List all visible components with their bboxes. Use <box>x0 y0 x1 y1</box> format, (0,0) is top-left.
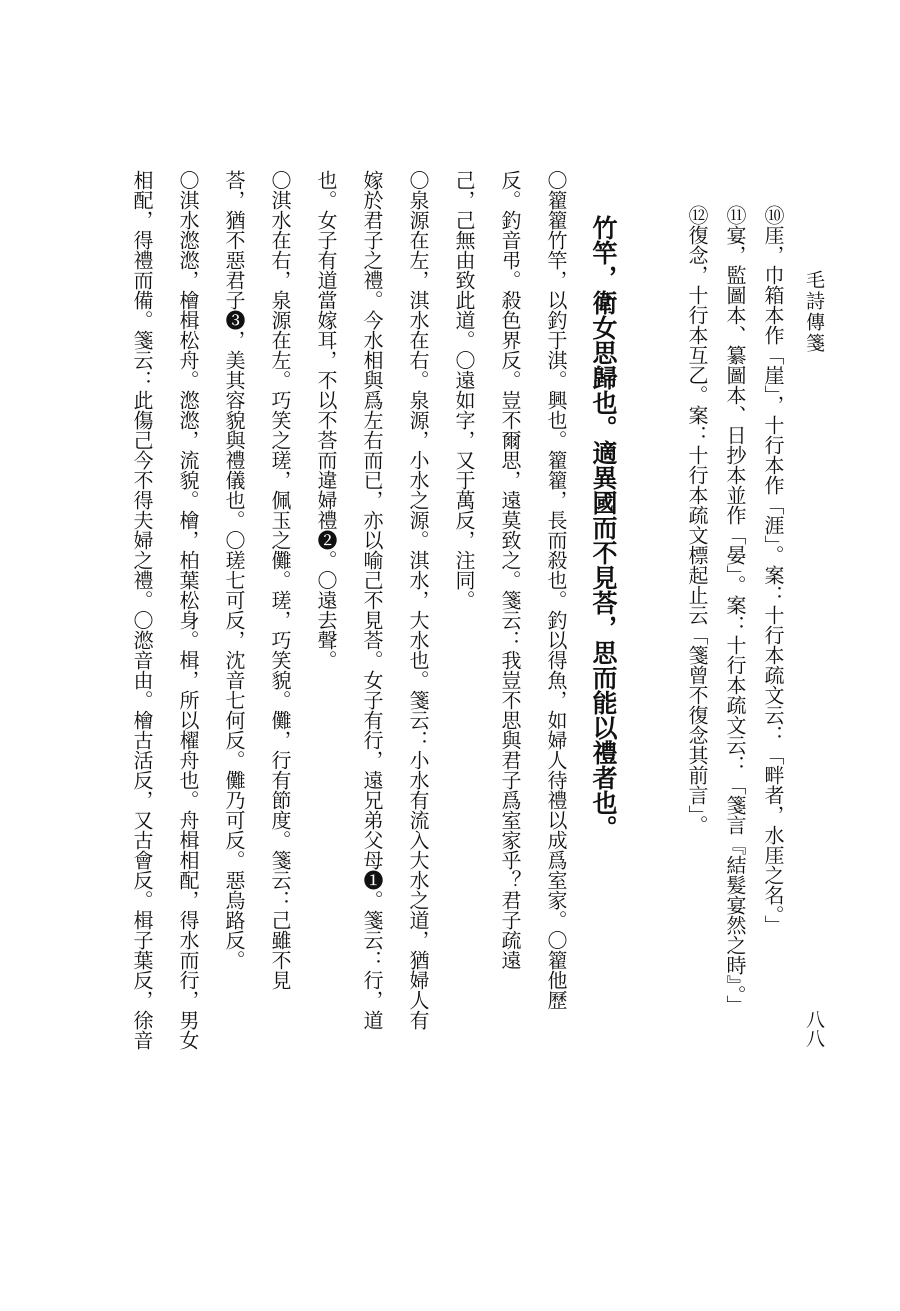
text-column-11: 相配，得禮而備。箋云：此傷己今不得夫婦之禮。〇滺音由。檜古活反，又古會反。楫子葉反，徐音 <box>130 170 154 1050</box>
text-column-10: 〇淇水滺滺，檜楫松舟。滺滺，流貌。檜，柏葉松身。楫，所以櫂舟也。舟楫相配，得水而行，男女 <box>176 170 200 1050</box>
poem-preface: 竹竿，衛女思歸也。適異國而不見荅，思而能以禮者也。 <box>589 215 618 840</box>
note-12: ⑫復念，十行本互乙。案：十行本疏文標起止云「箋曾不復念其前言」。 <box>685 205 709 835</box>
text-column-7: 也。女子有道當嫁耳，不以不荅而違婦禮❷。〇遠去聲。 <box>314 170 338 670</box>
note-10: ⑩厓，巾箱本作「崖」，十行本作「涯」。案：十行本疏文云：「畔者，水厓之名。」 <box>761 205 785 935</box>
text-column-2: 〇籊籊竹竿，以釣于淇。興也。籊籊，長而殺也。釣以得魚，如婦人待禮以成爲室家。〇籊他歷 <box>544 170 568 1010</box>
text-column-5: 〇泉源在左，淇水在右。泉源，小水之源。淇水，大水也。箋云：小水有流入大水之道，猶婦人有 <box>406 170 430 1030</box>
page-number: 八八 <box>803 1010 825 1048</box>
text-column-6: 嫁於君子之禮。今水相與爲左右而已，亦以喻己不見荅。女子有行，遠兄弟父母❶。箋云：行，道 <box>360 170 384 1030</box>
book-title: 毛詩傳箋 <box>803 270 825 354</box>
text-column-9: 荅，猶不惡君子❸，美其容貌與禮儀也。〇瑳七可反，沈音七何反。儺乃可反。惡烏路反。 <box>222 170 246 970</box>
text-column-4: 己，己無由致此道。〇遠如字，又于萬反，注同。 <box>452 170 476 610</box>
note-11: ⑪宴，監圖本、纂圖本、日抄本並作「晏」。案：十行本疏文云：「箋言『結髮宴然之時』。」 <box>723 205 747 1015</box>
text-column-8: 〇淇水在右，泉源在左。巧笑之瑳，佩玉之儺。瑳，巧笑貌。儺，行有節度。箋云：己雖不見 <box>268 170 292 990</box>
text-column-3: 反。釣音弔。殺色界反。豈不爾思，遠莫致之。箋云：我豈不思與君子爲室家乎？君子疏遠 <box>498 170 522 970</box>
